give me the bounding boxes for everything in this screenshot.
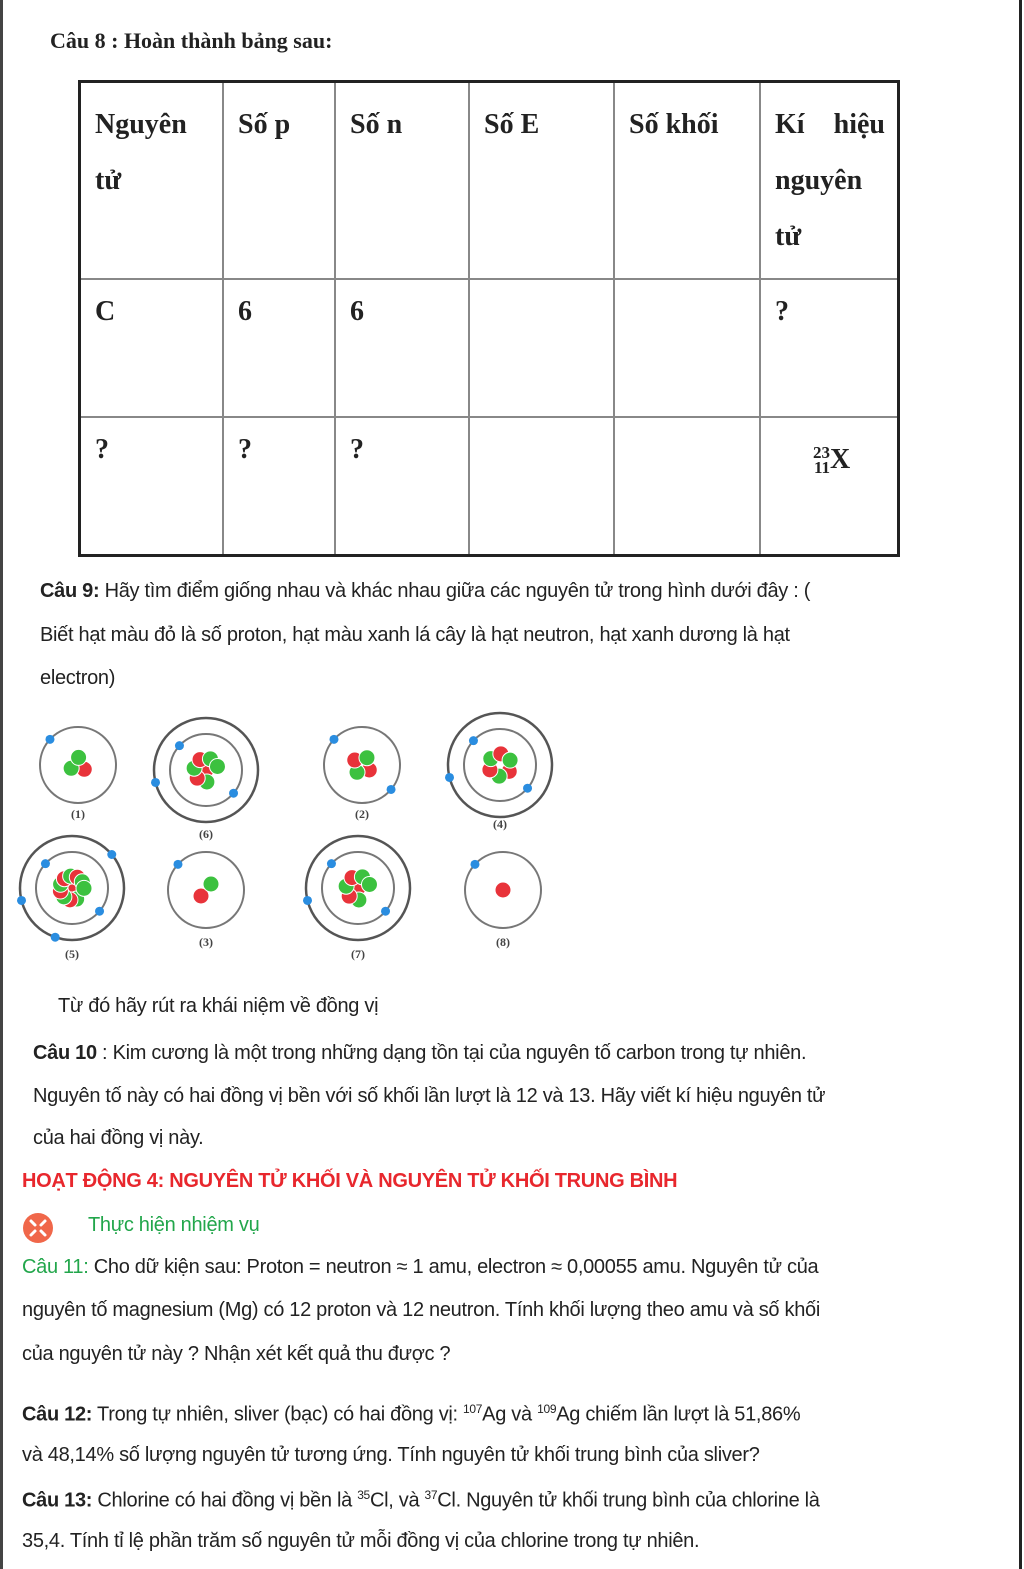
electron	[107, 850, 116, 859]
atom-table	[78, 80, 900, 557]
question-8-title: Câu 8 : Hoàn thành bảng sau:	[50, 28, 333, 53]
atom-label: (5)	[65, 947, 79, 961]
electron	[387, 785, 396, 794]
question-9-line1: Câu 9: Hãy tìm điểm giống nhau và khác nhau giữa các nguyên tử trong hình dưới đây : (	[40, 580, 811, 602]
atom-label: (1)	[71, 807, 85, 821]
question-11-line3: của nguyên tử này ? Nhận xét kết quả thu được ?	[22, 1343, 451, 1365]
atom-label: (7)	[351, 947, 365, 961]
atom-label: (8)	[496, 935, 510, 949]
header-so-e: Số E	[469, 82, 614, 280]
electron	[95, 907, 104, 916]
cell: ?	[335, 417, 469, 556]
electron	[45, 735, 54, 744]
question-12-line1: Câu 12: Trong tự nhiên, sliver (bạc) có hai đồng vị: $^{107}$Ag và $^{109}$Ag chiếm lần lượt là 51,86%	[22, 1402, 801, 1426]
neutron	[359, 750, 375, 766]
proton	[495, 882, 511, 898]
cell: ?	[80, 417, 224, 556]
neutron	[361, 876, 377, 892]
electron	[151, 778, 160, 787]
electron	[327, 859, 336, 868]
header-so-khoi: Số khối	[614, 82, 760, 280]
question-13-line2: 35,4. Tính tỉ lệ phần trăm số nguyên tử mỗi đồng vị của chlorine trong tự nhiên.	[22, 1530, 700, 1552]
neutron	[76, 880, 92, 896]
cell: 6	[223, 279, 335, 417]
neutron	[502, 752, 518, 768]
atom-diagrams	[0, 700, 580, 980]
electron	[173, 860, 182, 869]
cell: C	[80, 279, 224, 417]
electron	[470, 860, 479, 869]
cell: ?	[223, 417, 335, 556]
cell	[614, 279, 760, 417]
isotope-symbol: 23 11 X	[813, 443, 851, 477]
cell	[469, 279, 614, 417]
header-so-p: Số p	[223, 82, 335, 280]
cell-isotope	[760, 417, 899, 556]
neutron	[71, 749, 87, 765]
electron	[381, 907, 390, 916]
question-11-line2: nguyên tố magnesium (Mg) có 12 proton và 12 neutron. Tính khối lượng theo amu và số khối	[22, 1299, 820, 1321]
cell: ?	[760, 279, 899, 417]
activity-4-title: HOẠT ĐỘNG 4: NGUYÊN TỬ KHỐI VÀ NGUYÊN TỬ KHỐI TRUNG BÌNH	[22, 1170, 678, 1192]
task-label: Thực hiện nhiệm vụ	[88, 1214, 260, 1236]
electron	[51, 933, 60, 942]
question-11-line1: Câu 11: Cho dữ kiện sau: Proton = neutron ≈ 1 amu, electron ≈ 0,00055 amu. Nguyên tử của	[22, 1256, 819, 1278]
atom-label: (2)	[355, 807, 369, 821]
cell	[614, 417, 760, 556]
header-nguyen-tu: Nguyên tử	[80, 82, 224, 280]
electron	[175, 741, 184, 750]
question-12-line2: và 48,14% số lượng nguyên tử tương ứng. Tính nguyên tử khối trung bình của sliver?	[22, 1444, 760, 1466]
header-ki-hieu: Kí hiệu nguyên tử	[760, 82, 899, 280]
header-so-n: Số n	[335, 82, 469, 280]
cell: 6	[335, 279, 469, 417]
electron	[303, 896, 312, 905]
table-header-row	[80, 82, 899, 280]
table-row	[80, 279, 899, 417]
electron	[41, 859, 50, 868]
electron	[329, 735, 338, 744]
question-10-line2: Nguyên tố này có hai đồng vị bền với số khối lần lượt là 12 và 13. Hãy viết kí hiệu nguyên tử	[33, 1085, 826, 1107]
electron	[469, 736, 478, 745]
electron	[445, 773, 454, 782]
task-icon	[22, 1212, 54, 1244]
neutron	[209, 758, 225, 774]
question-13-line1: Câu 13: Chlorine có hai đồng vị bền là $^{35}$Cl, và $^{37}$Cl. Nguyên tử khối trung bình của chlorine là	[22, 1488, 820, 1512]
electron	[229, 789, 238, 798]
table-row	[80, 417, 899, 556]
page-border-right	[1019, 0, 1022, 1569]
question-10-line1: Câu 10 : Kim cương là một trong những dạng tồn tại của nguyên tố carbon trong tự nhiên.	[33, 1042, 807, 1064]
cell	[469, 417, 614, 556]
question-9-conclusion: Từ đó hãy rút ra khái niệm về đồng vị	[58, 995, 379, 1017]
question-9-line2: Biết hạt màu đỏ là số proton, hạt màu xanh lá cây là hạt neutron, hạt xanh dương là hạt	[40, 624, 790, 646]
neutron	[203, 876, 219, 892]
electron	[523, 784, 532, 793]
electron	[17, 896, 26, 905]
question-10-line3: của hai đồng vị này.	[33, 1127, 204, 1149]
atom-label: (6)	[199, 827, 213, 841]
atom-label: (4)	[493, 817, 507, 831]
atom-label: (3)	[199, 935, 213, 949]
question-9-line3: electron)	[40, 667, 116, 689]
